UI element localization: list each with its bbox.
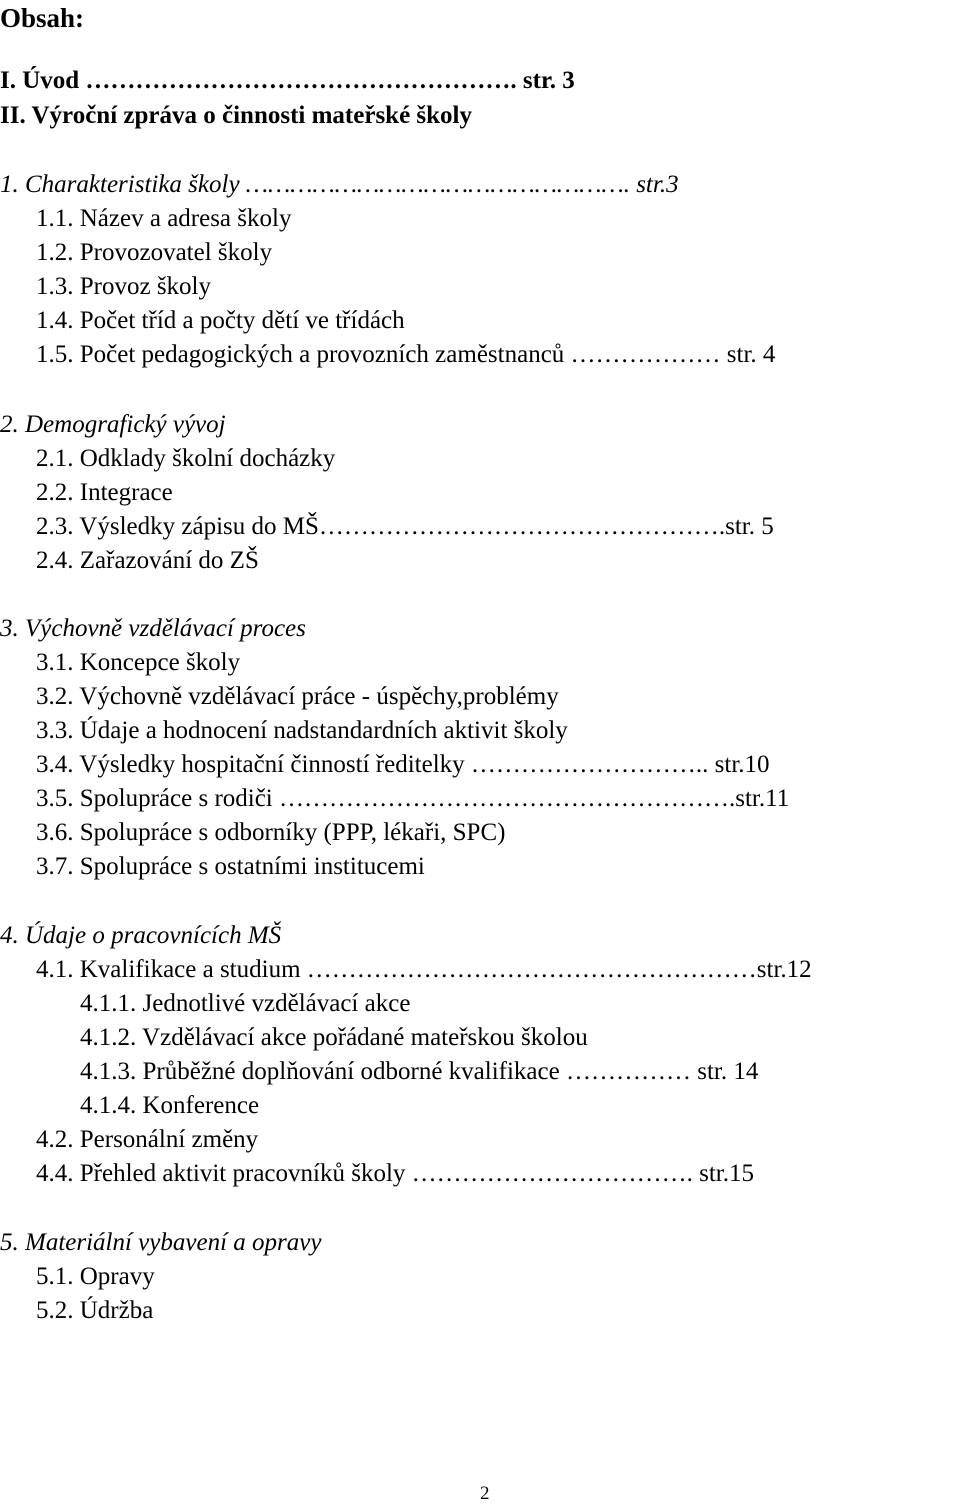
toc-entry: 2.2. Integrace [36,479,173,506]
toc-entry: 3.4. Výsledky hospitační činností ředitelky ……………………….. str.10 [36,751,770,778]
toc-section-heading: 5. Materiální vybavení a opravy [0,1229,322,1256]
toc-entry: I. Úvod ……………………………………………. str. 3 [0,67,575,94]
toc-entry: 1.3. Provoz školy [36,273,211,300]
toc-entry: 3.1. Koncepce školy [36,649,241,676]
toc-entry: 4.4. Přehled aktivit pracovníků školy ……………………………. str.15 [36,1160,755,1187]
toc-entry: 1.2. Provozovatel školy [36,239,273,266]
toc-entry: 3.7. Spolupráce s ostatními institucemi [36,853,425,880]
toc-entry: 4.2. Personální změny [36,1126,259,1153]
toc-entry: 2.3. Výsledky zápisu do MŠ………………………………………….str. 5 [36,513,774,540]
page-number: 2 [480,1483,490,1504]
toc-entry: 4.1.4. Konference [80,1092,260,1119]
toc-entry: 5.1. Opravy [36,1263,155,1290]
toc-section-heading: 4. Údaje o pracovnících MŠ [0,922,282,949]
toc-section-heading: 3. Výchovně vzdělávací proces [0,615,306,642]
toc-entry: 5.2. Údržba [36,1297,154,1324]
toc-entry: 4.1.1. Jednotlivé vzdělávací akce [80,990,411,1017]
toc-entry: 3.6. Spolupráce s odborníky (PPP, lékaři, SPC) [36,819,506,846]
toc-entry: 2.1. Odklady školní docházky [36,445,336,472]
toc-entry: 1.4. Počet tříd a počty dětí ve třídách [36,307,405,334]
toc-section-heading: 2. Demografický vývoj [0,411,226,438]
toc-entry: 4.1.2. Vzdělávací akce pořádané mateřskou školou [80,1024,588,1051]
toc-entry: 4.1.3. Průběžné doplňování odborné kvalifikace …………… str. 14 [80,1058,759,1085]
toc-section-heading: 1. Charakteristika školy ……………………………………………. str.3 [0,171,679,198]
toc-entry: 1.1. Název a adresa školy [36,205,292,232]
toc-entry: 2.4. Zařazování do ZŠ [36,547,259,574]
toc-heading: Obsah: [0,3,85,33]
toc-entry: 3.2. Výchovně vzdělávací práce - úspěchy,problémy [36,683,559,710]
toc-entry: 3.5. Spolupráce s rodiči ……………………………………………….str.11 [36,785,790,812]
toc-entry: 1.5. Počet pedagogických a provozních zaměstnanců ……………… str. 4 [36,341,776,368]
toc-entry: 4.1. Kvalifikace a studium ………………………………………………str.12 [36,956,812,983]
toc-entry: 3.3. Údaje a hodnocení nadstandardních aktivit školy [36,717,568,744]
toc-entry: II. Výroční zpráva o činnosti mateřské školy [0,102,472,129]
